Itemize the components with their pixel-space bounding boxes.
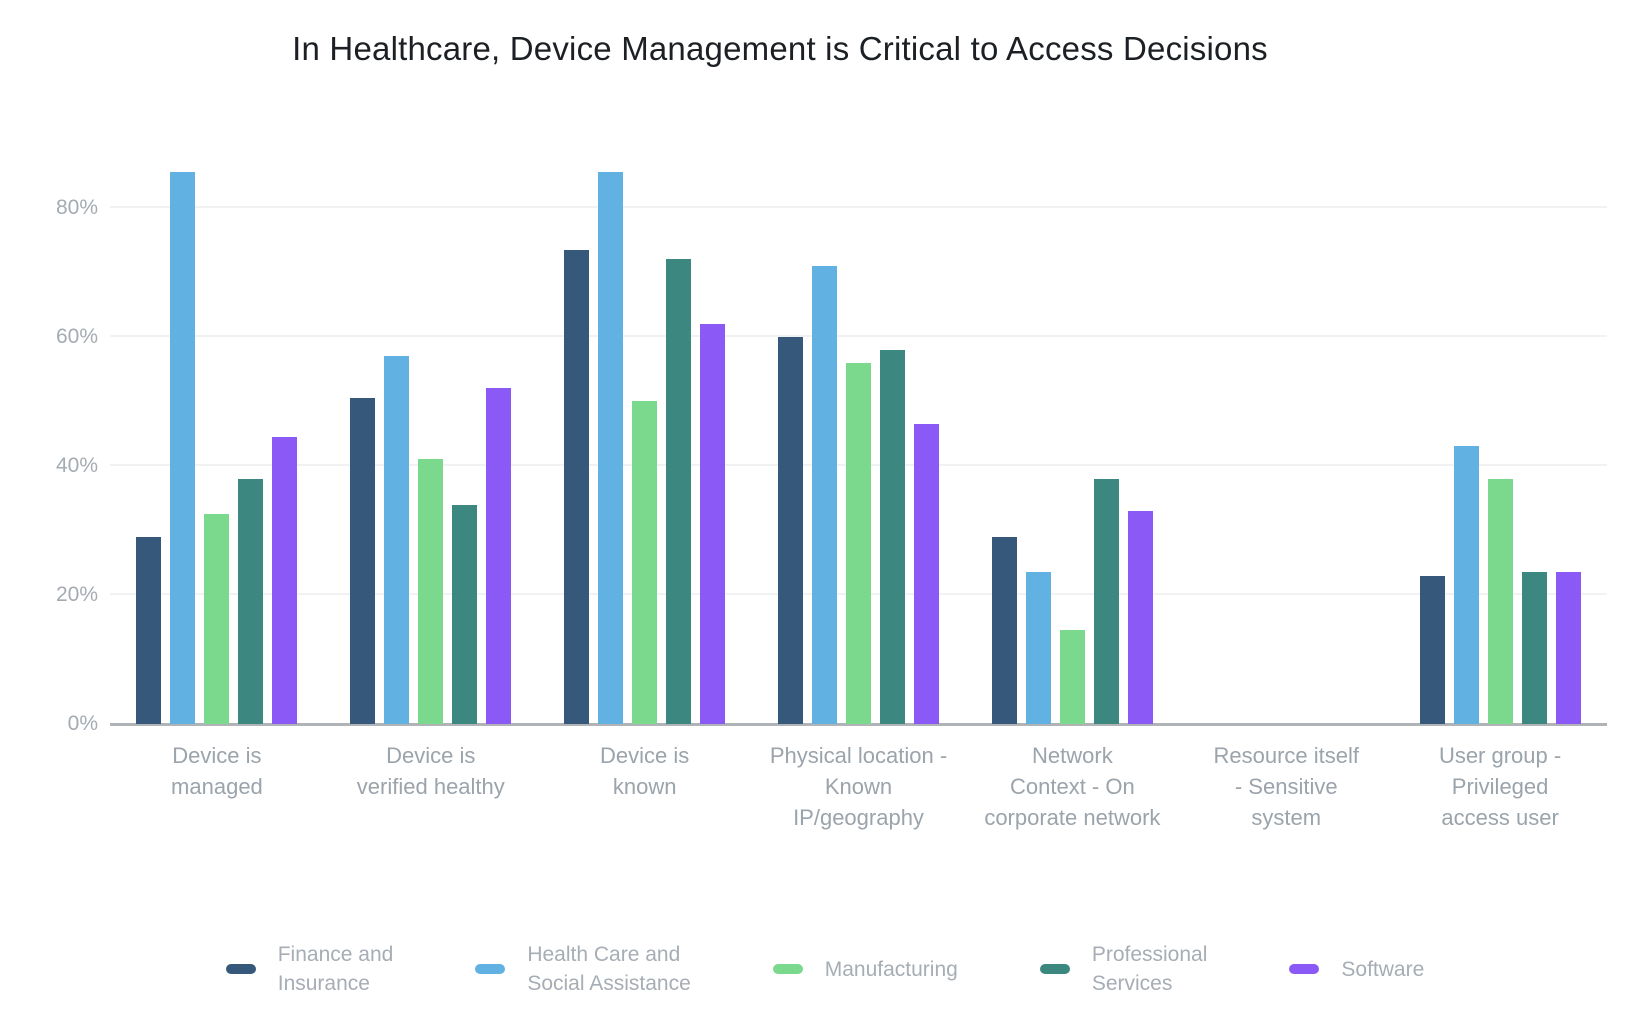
bar-manufacturing — [1060, 630, 1085, 724]
legend — [0, 928, 1650, 1010]
bar-group-resource-itself-sensitive-system — [1179, 143, 1393, 724]
bar-health-care-and-social-assistance — [1026, 572, 1051, 724]
x-axis-label-device-is-verified-healthy: Device is verified healthy — [356, 743, 505, 799]
bar-finance-and-insurance — [1420, 576, 1445, 724]
bar-professional-services — [1094, 479, 1119, 724]
bar-professional-services — [1522, 572, 1547, 724]
bar-group-device-is-verified-healthy — [324, 143, 538, 724]
y-tick-label-0: 0% — [67, 712, 98, 735]
bar-finance-and-insurance — [778, 337, 803, 724]
bar-professional-services — [880, 350, 905, 724]
legend-label-manufacturing: Manufacturing — [824, 957, 958, 981]
legend-label-finance-and-insurance: Finance and Insurance — [277, 943, 394, 995]
bar-manufacturing — [418, 459, 443, 724]
legend-label-health-care-and-social-assistance: Health Care and Social Assistance — [527, 943, 691, 995]
bar-group-device-is-managed — [110, 143, 324, 724]
plot-area — [110, 143, 1607, 724]
bar-group-device-is-known — [538, 143, 752, 724]
bar-manufacturing — [632, 401, 657, 724]
bar-software — [272, 437, 297, 724]
bar-health-care-and-social-assistance — [1454, 446, 1479, 724]
x-axis-label-resource-itself-sensitive-system: Resource itself - Sensitive system — [1213, 743, 1359, 830]
legend-label-professional-services: Professional Services — [1091, 943, 1208, 995]
bar-manufacturing — [1488, 479, 1513, 724]
bar-software — [700, 324, 725, 724]
x-axis-label-device-is-known: Device is known — [600, 743, 690, 799]
bar-finance-and-insurance — [350, 398, 375, 724]
legend-swatch-professional-services — [1040, 964, 1070, 974]
bar-group-network-context-on-corporate-network — [965, 143, 1179, 724]
legend-item-health-care-and-social-assistance[interactable] — [475, 940, 690, 998]
bar-group-physical-location-known-ip-geography — [752, 143, 966, 724]
bar-health-care-and-social-assistance — [384, 356, 409, 724]
legend-item-finance-and-insurance[interactable] — [226, 940, 394, 998]
bar-health-care-and-social-assistance — [598, 172, 623, 724]
bar-professional-services — [238, 479, 263, 724]
y-tick-label-80: 80% — [55, 195, 98, 219]
x-axis-label-physical-location-known-ip-geography: Physical location - Known IP/geography — [769, 743, 948, 830]
legend-item-professional-services[interactable] — [1040, 940, 1208, 998]
y-tick-label-20: 20% — [55, 582, 98, 606]
legend-swatch-health-care-and-social-assistance — [475, 964, 505, 974]
bar-groups — [110, 143, 1607, 724]
bar-health-care-and-social-assistance — [170, 172, 195, 724]
x-axis-label-network-context-on-corporate-network: Network Context - On corporate network — [984, 743, 1161, 830]
bar-software — [1128, 511, 1153, 724]
bar-professional-services — [452, 505, 477, 724]
bar-manufacturing — [204, 514, 229, 724]
bar-finance-and-insurance — [136, 537, 161, 724]
bar-software — [486, 388, 511, 724]
x-axis-labels — [110, 740, 1607, 833]
legend-swatch-finance-and-insurance — [226, 964, 256, 974]
bar-finance-and-insurance — [564, 250, 589, 724]
bar-health-care-and-social-assistance — [812, 266, 837, 724]
legend-item-software[interactable] — [1289, 955, 1424, 984]
legend-item-manufacturing[interactable] — [773, 955, 958, 984]
legend-label-software: Software — [1341, 957, 1425, 981]
bar-manufacturing — [846, 363, 871, 725]
y-tick-label-40: 40% — [55, 453, 98, 477]
chart-title: In Healthcare, Device Management is Critical to Access Decisions — [292, 30, 1268, 67]
bar-professional-services — [666, 259, 691, 724]
bar-finance-and-insurance — [992, 537, 1017, 724]
bar-software — [914, 424, 939, 724]
x-axis-label-user-group-privileged-access-user: User group - Privileged access user — [1438, 743, 1562, 830]
y-axis-labels — [0, 143, 98, 735]
bar-software — [1556, 572, 1581, 724]
bar-group-user-group-privileged-access-user — [1393, 143, 1607, 724]
legend-swatch-software — [1289, 964, 1319, 974]
x-axis-label-device-is-managed: Device is managed — [171, 743, 263, 799]
legend-swatch-manufacturing — [773, 964, 803, 974]
y-tick-label-60: 60% — [55, 324, 98, 348]
